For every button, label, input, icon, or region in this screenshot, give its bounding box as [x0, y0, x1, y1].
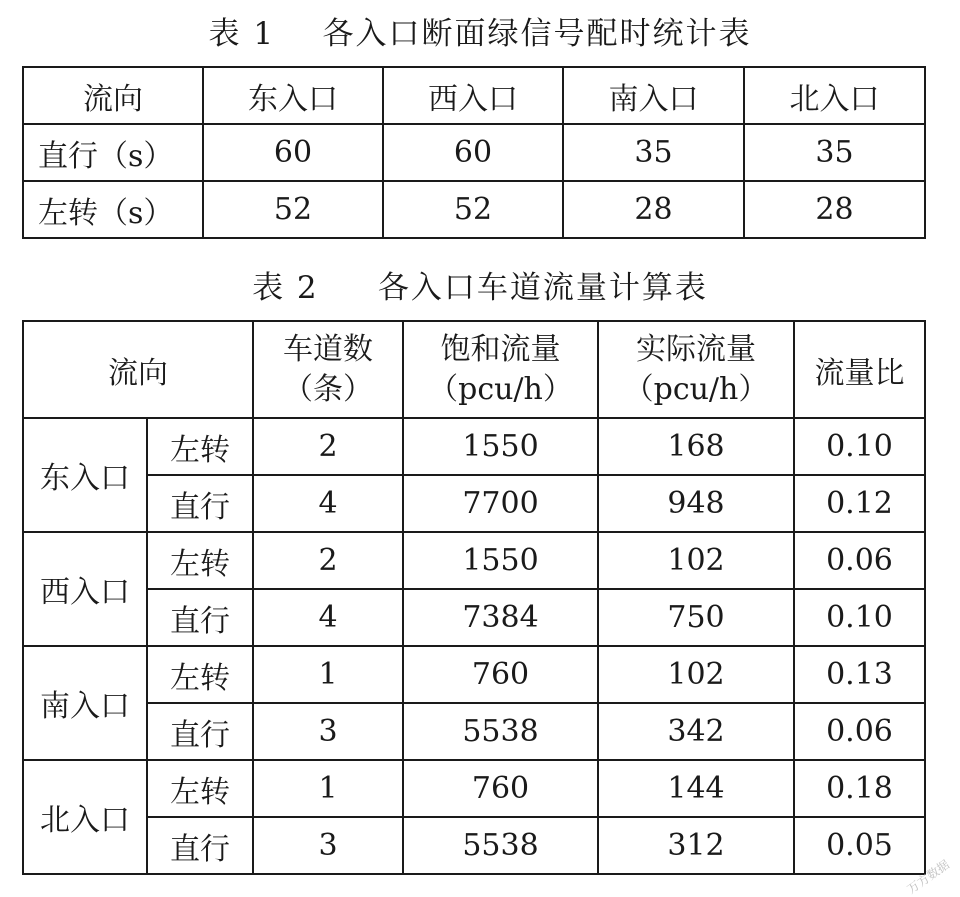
table-row: [23, 418, 925, 475]
table-row: [23, 589, 925, 646]
table-cell-ratio: 0.13: [794, 646, 925, 703]
table-cell-saturation: 1550: [403, 418, 598, 475]
table1-title: 表 1 各入口断面绿信号配时统计表: [208, 16, 752, 52]
table-cell: 60: [383, 124, 563, 181]
table-cell-lanes: 4: [253, 589, 403, 646]
header-saturation-line1: 饱和流量: [440, 331, 561, 367]
movement-label: 直行: [147, 475, 253, 532]
header-cell: 西入口: [383, 67, 563, 124]
table-cell: 52: [203, 181, 383, 238]
entrance-label: 西入口: [23, 532, 147, 646]
table-header-row: [23, 321, 925, 418]
header-lanes-line1: 车道数: [283, 331, 373, 367]
table-cell-actual: 102: [598, 532, 794, 589]
table-row: [23, 817, 925, 874]
table-cell-actual: 144: [598, 760, 794, 817]
table-cell: 35: [744, 124, 925, 181]
header-cell: 北入口: [744, 67, 925, 124]
header-lanes-line2: （条）: [283, 371, 373, 407]
movement-label: 左转: [147, 418, 253, 475]
row-label: 直行（s）: [23, 124, 203, 181]
table-cell-ratio: 0.06: [794, 703, 925, 760]
table-row: [23, 760, 925, 817]
table-cell-lanes: 1: [253, 760, 403, 817]
table-cell: 60: [203, 124, 383, 181]
table-cell-lanes: 3: [253, 817, 403, 874]
table-cell-saturation: 1550: [403, 532, 598, 589]
header-direction: 流向: [23, 321, 253, 418]
signal-timing-table: [22, 66, 926, 239]
table-cell: 52: [383, 181, 563, 238]
entrance-label: 东入口: [23, 418, 147, 532]
movement-label: 左转: [147, 760, 253, 817]
header-lanes: [253, 321, 403, 418]
lane-flow-table: [22, 320, 926, 875]
table-cell-actual: 750: [598, 589, 794, 646]
table-cell: 28: [744, 181, 925, 238]
table-cell-lanes: 3: [253, 703, 403, 760]
header-saturation: [403, 321, 598, 418]
table-row: [23, 646, 925, 703]
entrance-label: 北入口: [23, 760, 147, 874]
row-label: 左转（s）: [23, 181, 203, 238]
movement-label: 左转: [147, 532, 253, 589]
table-cell-lanes: 2: [253, 532, 403, 589]
movement-label: 左转: [147, 646, 253, 703]
table-cell-actual: 342: [598, 703, 794, 760]
table-cell-saturation: 5538: [403, 703, 598, 760]
table-cell-actual: 168: [598, 418, 794, 475]
table-cell-ratio: 0.06: [794, 532, 925, 589]
header-actual-line1: 实际流量: [636, 331, 756, 367]
table-header-row: [23, 67, 925, 124]
table-cell-lanes: 4: [253, 475, 403, 532]
table-row: [23, 181, 925, 238]
table-cell-saturation: 760: [403, 646, 598, 703]
table-cell-lanes: 1: [253, 646, 403, 703]
table-cell-ratio: 0.12: [794, 475, 925, 532]
header-saturation-line2: （pcu/h）: [428, 371, 573, 407]
table-cell-lanes: 2: [253, 418, 403, 475]
table2-title: 表 2 各入口车道流量计算表: [252, 270, 708, 306]
table-cell-saturation: 760: [403, 760, 598, 817]
header-actual-line2: （pcu/h）: [623, 371, 769, 407]
table-cell-actual: 102: [598, 646, 794, 703]
movement-label: 直行: [147, 589, 253, 646]
watermark: 万方数据: [904, 857, 952, 897]
table-cell-actual: 312: [598, 817, 794, 874]
table-cell: 35: [563, 124, 744, 181]
table-cell-ratio: 0.18: [794, 760, 925, 817]
table-cell-actual: 948: [598, 475, 794, 532]
table-cell-saturation: 7700: [403, 475, 598, 532]
table-row: [23, 532, 925, 589]
table-cell-saturation: 5538: [403, 817, 598, 874]
table-row: [23, 475, 925, 532]
header-cell: 流向: [23, 67, 203, 124]
header-cell: 东入口: [203, 67, 383, 124]
table-cell-ratio: 0.05: [794, 817, 925, 874]
movement-label: 直行: [147, 703, 253, 760]
table-cell-ratio: 0.10: [794, 589, 925, 646]
table2-body: [23, 418, 925, 874]
table-row: [23, 124, 925, 181]
movement-label: 直行: [147, 817, 253, 874]
table-cell: 28: [563, 181, 744, 238]
table-cell-ratio: 0.10: [794, 418, 925, 475]
header-cell: 南入口: [563, 67, 744, 124]
table-cell-saturation: 7384: [403, 589, 598, 646]
entrance-label: 南入口: [23, 646, 147, 760]
header-actual: [598, 321, 794, 418]
header-ratio: 流量比: [794, 321, 925, 418]
table-row: [23, 703, 925, 760]
